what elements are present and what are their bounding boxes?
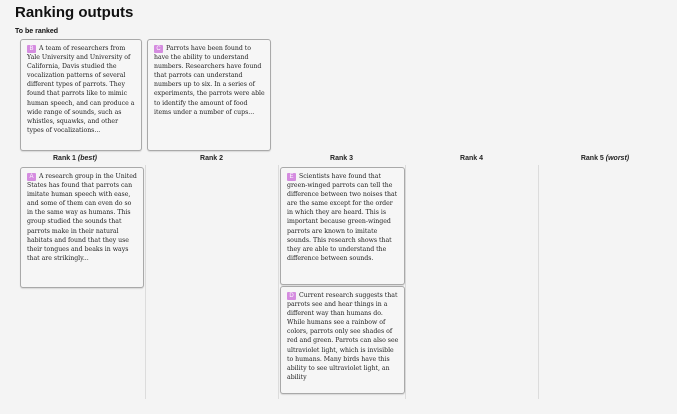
column-divider — [145, 165, 146, 399]
column-divider — [538, 165, 539, 399]
output-text: Parrots have been found to have the ability to understand numbers. Researchers have found that parrots can understand numbers up to six. In a series of experiments, the parrots were able to identify the amount of food items under a number of cups... — [154, 45, 265, 116]
output-card-b[interactable] — [20, 39, 142, 151]
rank-label: Rank 2 — [200, 155, 223, 162]
output-card-d[interactable] — [280, 286, 405, 394]
rank-label: Rank 4 — [460, 155, 483, 162]
column-divider — [278, 165, 279, 399]
output-badge: D — [287, 292, 296, 300]
to-be-ranked-label: To be ranked — [15, 28, 59, 35]
output-card-a[interactable] — [20, 167, 144, 288]
output-text: A team of researchers from Yale University and University of California, Davis studied the vocalization patterns of several different types of parrots. They found that parrots like to mimic human speech, and can produce a wide range of sounds, such as whistles, squawks, and other types of vocalizations... — [27, 45, 135, 134]
output-card-e[interactable] — [280, 167, 405, 285]
rank-label: Rank 3 — [330, 155, 353, 162]
output-badge: B — [27, 45, 36, 53]
rank-suffix: (best) — [77, 155, 97, 162]
output-text: Current research suggests that parrots see and hear things in a different way than humans do. While humans see a rainbow of colors, parrots only see shades of red and green. Parrots can also see ultraviolet light, which is invisible to humans. Many birds have this ability to see ultraviolet light, an ability — [287, 292, 399, 381]
rank-label: Rank 5 — [580, 155, 604, 162]
output-text: A research group in the United States has found that parrots can imitate human speech with ease, and some of them can even do so in the same way as humans. This group studied the sounds that parrots make in their natural habitats and found that they use their tongues and beaks in ways that are strikingly... — [27, 173, 137, 262]
rank-suffix: (worst) — [605, 155, 630, 162]
rank-1-header — [5, 155, 145, 162]
output-badge: A — [27, 173, 36, 181]
page-title: Ranking outputs — [15, 4, 134, 21]
output-card-c[interactable] — [147, 39, 271, 151]
output-badge: C — [154, 45, 163, 53]
column-divider — [405, 165, 406, 399]
rank-2-header — [145, 155, 278, 162]
rank-5-header — [538, 155, 672, 162]
output-badge: E — [287, 173, 296, 181]
rank-label: Rank 1 — [53, 155, 76, 162]
output-text: Scientists have found that green-winged parrots can tell the difference between two noises that are the same except for the order in which they are heard. This is important because green-winged parrots are known to imitate sounds. This research shows that they are able to understand the difference between sounds. — [287, 173, 398, 262]
rank-4-header — [405, 155, 538, 162]
rank-3-header — [278, 155, 405, 162]
